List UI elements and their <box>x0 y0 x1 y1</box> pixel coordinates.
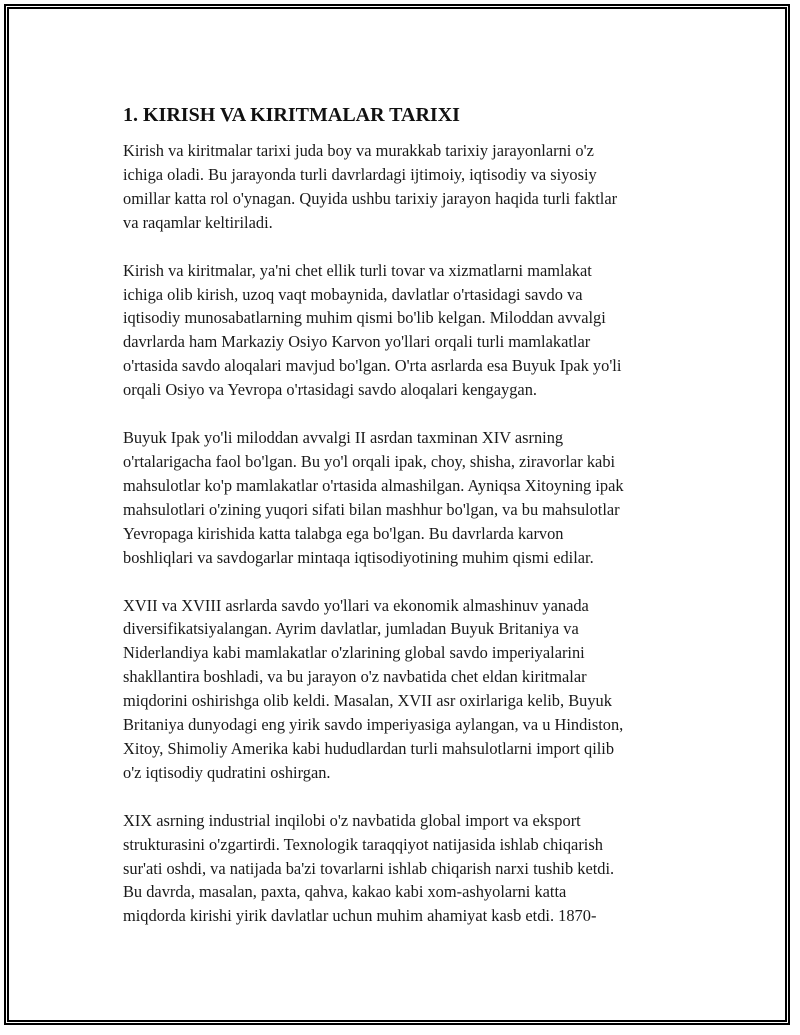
paragraph-2 <box>123 259 695 402</box>
text-line: va raqamlar keltiriladi. <box>123 212 273 232</box>
text-line: boshliqlari va savdogarlar mintaqa iqtisodiyotining muhim qismi edilar. <box>123 547 594 567</box>
text-line: shakllantira boshladi, va bu jarayon o'z navbatida chet eldan kiritmalar <box>123 667 587 687</box>
text-line: davrlarda ham Markaziy Osiyo Karvon yo'llari orqali turli mamlakatlar <box>123 332 591 352</box>
text-line: diversifikatsiyalangan. Ayrim davlatlar, jumladan Buyuk Britaniya va <box>123 619 579 639</box>
text-line: Xitoy, Shimoliy Amerika kabi hududlardan turli mahsulotlarni import qilib <box>123 738 615 758</box>
text-line: o'z iqtisodiy qudratini oshirgan. <box>123 762 331 782</box>
text-line: mahsulotlar ko'p mamlakatlar o'rtasida almashilgan. Ayniqsa Xitoyning ipak <box>123 475 624 495</box>
text-line: ichiga oladi. Bu jarayonda turli davrlardagi ijtimoiy, iqtisodiy va siyosiy <box>123 164 597 184</box>
text-line: Niderlandiya kabi mamlakatlar o'zlarining global savdo imperiyalarini <box>123 643 585 663</box>
text-line: o'rtalarigacha faol bo'lgan. Bu yo'l orqali ipak, choy, shisha, ziravorlar kabi <box>123 451 616 471</box>
paragraph-3 <box>123 426 695 569</box>
text-line: miqdorda kirishi yirik davlatlar uchun muhim ahamiyat kasb etdi. 1870- <box>123 906 597 926</box>
text-line: XVII va XVIII asrlarda savdo yo'llari va ekonomik almashinuv yanada <box>123 595 589 615</box>
text-line: orqali Osiyo va Yevropa o'rtasidagi savdo aloqalari kengaygan. <box>123 380 537 400</box>
text-line: omillar katta rol o'ynagan. Quyida ushbu tarixiy jarayon haqida turli faktlar <box>123 188 618 208</box>
section-heading: 1. KIRISH VA KIRITMALAR TARIXI <box>123 104 460 126</box>
text-line: Bu davrda, masalan, paxta, qahva, kakao kabi xom-ashyolarni katta <box>123 882 567 902</box>
text-line: o'rtasida savdo aloqalari mavjud bo'lgan. O'rta asrlarda esa Buyuk Ipak yo'li <box>123 356 622 376</box>
text-line: Kirish va kiritmalar tarixi juda boy va murakkab tarixiy jarayonlarni o'z <box>123 141 594 160</box>
text-line: sur'ati oshdi, va natijada ba'zi tovarlarni ishlab chiqarish narxi tushib ketdi. <box>123 858 615 878</box>
text-line: iqtisodiy munosabatlarning muhim qismi bo'lib kelgan. Miloddan avvalgi <box>123 308 606 328</box>
text-line: Britaniya dunyodagi eng yirik savdo imperiyasiga aylangan, va u Hindiston, <box>123 715 624 735</box>
text-line: Buyuk Ipak yo'li miloddan avvalgi II asrdan taxminan XIV asrning <box>123 428 564 448</box>
text-line: Kirish va kiritmalar, ya'ni chet ellik turli tovar va xizmatlarni mamlakat <box>123 260 592 280</box>
text-line: Yevropaga kirishida katta talabga ega bo'lgan. Bu davrlarda karvon <box>123 523 564 543</box>
paragraph-4 <box>123 594 695 785</box>
document-body <box>123 101 695 952</box>
text-line: ichiga olib kirish, uzoq vaqt mobaynida, davlatlar o'rtasidagi savdo va <box>123 284 583 304</box>
document-page <box>4 4 790 1025</box>
paragraph-5 <box>123 809 695 929</box>
text-line: miqdorini oshirishga olib keldi. Masalan, XVII asr oxirlariga kelib, Buyuk <box>123 691 612 711</box>
text-line: XIX asrning industrial inqilobi o'z navbatida global import va eksport <box>123 810 581 830</box>
text-line: mahsulotlari o'zining yuqori sifati bilan mashhur bo'lgan, va bu mahsulotlar <box>123 499 620 519</box>
paragraph-1 <box>123 139 695 235</box>
text-line: strukturasini o'zgartirdi. Texnologik taraqqiyot natijasida ishlab chiqarish <box>123 834 603 854</box>
